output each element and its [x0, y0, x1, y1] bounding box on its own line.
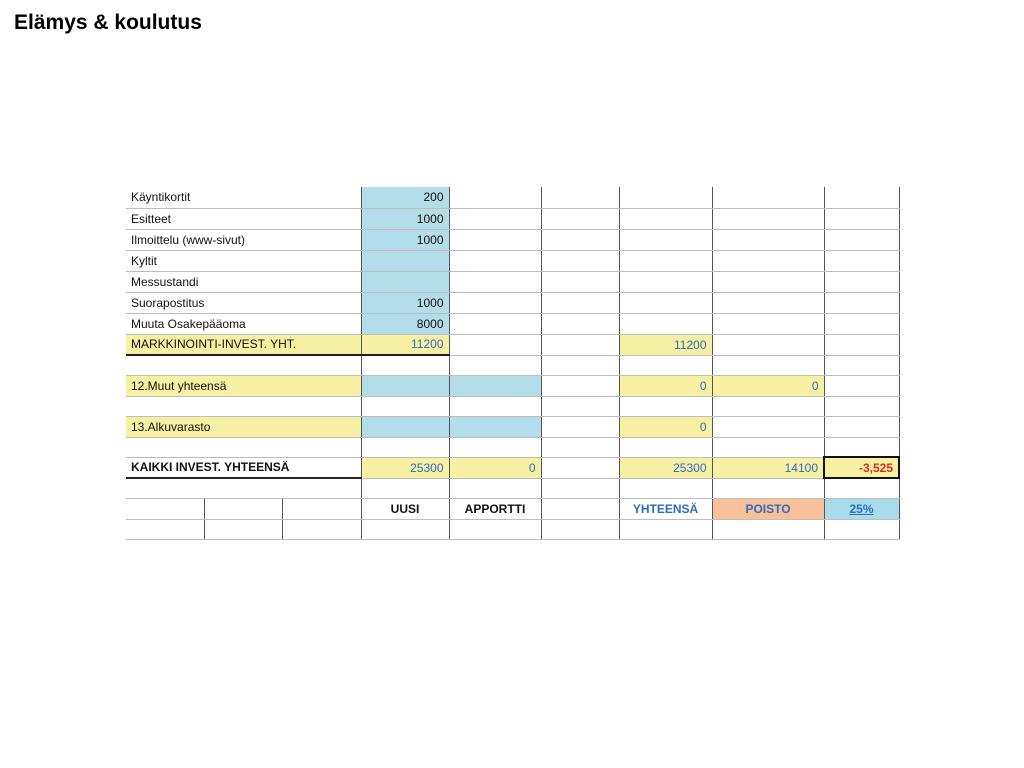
alkuvarasto-label[interactable]: 13.Alkuvarasto — [126, 416, 361, 437]
empty-cell[interactable] — [619, 292, 712, 313]
empty-cell[interactable] — [449, 292, 541, 313]
muut-uusi[interactable] — [361, 375, 449, 396]
empty-cell[interactable] — [619, 208, 712, 229]
grand-total-apportti[interactable]: 0 — [449, 457, 541, 478]
uusi-cell[interactable]: 1000 — [361, 208, 449, 229]
uusi-cell[interactable] — [361, 271, 449, 292]
empty-cell[interactable] — [712, 313, 824, 334]
row-label[interactable]: Esitteet — [126, 208, 361, 229]
spacer-row — [126, 396, 899, 416]
table-row — [126, 250, 899, 271]
empty-cell[interactable] — [712, 355, 824, 375]
grand-total-yhteensa[interactable]: 25300 — [619, 457, 712, 478]
muut-row — [126, 375, 899, 396]
empty-cell[interactable] — [712, 271, 824, 292]
empty-cell[interactable] — [449, 478, 541, 498]
header-yhteensa[interactable]: YHTEENSÄ — [619, 498, 712, 519]
empty-cell[interactable] — [449, 250, 541, 271]
empty-cell[interactable] — [824, 375, 899, 396]
empty-cell[interactable] — [449, 519, 541, 539]
row-label[interactable]: Kyltit — [126, 250, 361, 271]
empty-cell[interactable] — [126, 478, 361, 498]
empty-cell[interactable] — [712, 416, 824, 437]
header-poisto[interactable]: POISTO — [712, 498, 824, 519]
header-uusi[interactable]: UUSI — [361, 498, 449, 519]
empty-cell[interactable] — [541, 292, 619, 313]
empty-cell[interactable] — [824, 187, 899, 208]
row-label[interactable]: Ilmoittelu (www-sivut) — [126, 229, 361, 250]
empty-cell[interactable] — [541, 334, 619, 355]
empty-cell[interactable] — [449, 208, 541, 229]
empty-cell[interactable] — [126, 519, 204, 539]
spacer-row — [126, 519, 899, 539]
empty-cell[interactable] — [204, 519, 282, 539]
empty-cell[interactable] — [541, 187, 619, 208]
grand-total-label[interactable]: KAIKKI INVEST. YHTEENSÄ — [126, 457, 361, 478]
empty-cell[interactable] — [712, 519, 824, 539]
empty-cell[interactable] — [126, 498, 204, 519]
empty-cell[interactable] — [824, 271, 899, 292]
empty-cell[interactable] — [619, 313, 712, 334]
empty-cell[interactable] — [824, 292, 899, 313]
empty-cell[interactable] — [541, 271, 619, 292]
investment-spreadsheet — [126, 187, 900, 540]
empty-cell[interactable] — [619, 187, 712, 208]
empty-cell[interactable] — [541, 229, 619, 250]
empty-cell[interactable] — [712, 250, 824, 271]
muut-label[interactable]: 12.Muut yhteensä — [126, 375, 361, 396]
empty-cell[interactable] — [824, 437, 899, 457]
grand-total-percent[interactable]: -3,525 — [824, 457, 899, 478]
table-row — [126, 208, 899, 229]
table-row — [126, 187, 899, 208]
empty-cell[interactable] — [619, 250, 712, 271]
empty-cell[interactable] — [449, 355, 541, 375]
marketing-total-row — [126, 334, 899, 355]
uusi-cell[interactable] — [361, 250, 449, 271]
uusi-cell[interactable]: 1000 — [361, 229, 449, 250]
empty-cell[interactable] — [824, 208, 899, 229]
empty-cell[interactable] — [824, 416, 899, 437]
empty-cell[interactable] — [619, 355, 712, 375]
empty-cell[interactable] — [824, 478, 899, 498]
grand-total-uusi[interactable]: 25300 — [361, 457, 449, 478]
header-percent[interactable]: 25% — [824, 498, 899, 519]
empty-cell[interactable] — [712, 229, 824, 250]
empty-cell[interactable] — [541, 313, 619, 334]
empty-cell[interactable] — [449, 437, 541, 457]
row-label[interactable]: Muuta Osakepääoma — [126, 313, 361, 334]
table-row — [126, 313, 899, 334]
empty-cell[interactable] — [541, 416, 619, 437]
column-header-row — [126, 498, 899, 519]
empty-cell[interactable] — [619, 396, 712, 416]
marketing-total-yhteensa[interactable]: 11200 — [619, 334, 712, 355]
empty-cell[interactable] — [619, 478, 712, 498]
empty-cell[interactable] — [541, 519, 619, 539]
empty-cell[interactable] — [619, 229, 712, 250]
uusi-cell[interactable]: 8000 — [361, 313, 449, 334]
empty-cell[interactable] — [449, 396, 541, 416]
table-row — [126, 229, 899, 250]
empty-cell[interactable] — [824, 229, 899, 250]
empty-cell[interactable] — [824, 396, 899, 416]
marketing-total-label[interactable]: MARKKINOINTI-INVEST. YHT. — [126, 334, 361, 355]
empty-cell[interactable] — [126, 437, 361, 457]
empty-cell[interactable] — [824, 355, 899, 375]
marketing-total-uusi[interactable]: 11200 — [361, 334, 449, 355]
uusi-cell[interactable]: 200 — [361, 187, 449, 208]
empty-cell[interactable] — [361, 437, 449, 457]
empty-cell[interactable] — [449, 334, 541, 355]
empty-cell[interactable] — [449, 187, 541, 208]
empty-cell[interactable] — [541, 457, 619, 478]
grand-total-poisto[interactable]: 14100 — [712, 457, 824, 478]
muut-yhteensa[interactable]: 0 — [619, 375, 712, 396]
empty-cell[interactable] — [449, 229, 541, 250]
table-row — [126, 271, 899, 292]
empty-cell[interactable] — [541, 478, 619, 498]
row-label[interactable]: Käyntikortit — [126, 187, 361, 208]
empty-cell[interactable] — [126, 355, 361, 375]
row-label[interactable]: Messustandi — [126, 271, 361, 292]
empty-cell[interactable] — [361, 355, 449, 375]
empty-cell[interactable] — [712, 437, 824, 457]
spacer-row — [126, 437, 899, 457]
empty-cell[interactable] — [541, 498, 619, 519]
empty-cell[interactable] — [361, 478, 449, 498]
empty-cell[interactable] — [824, 334, 899, 355]
empty-cell[interactable] — [824, 313, 899, 334]
empty-cell[interactable] — [282, 498, 361, 519]
empty-cell[interactable] — [619, 437, 712, 457]
empty-cell[interactable] — [712, 208, 824, 229]
table-row — [126, 292, 899, 313]
uusi-cell[interactable]: 1000 — [361, 292, 449, 313]
empty-cell[interactable] — [361, 396, 449, 416]
empty-cell[interactable] — [712, 396, 824, 416]
empty-cell[interactable] — [712, 187, 824, 208]
spacer-row — [126, 478, 899, 498]
empty-cell[interactable] — [204, 498, 282, 519]
empty-cell[interactable] — [361, 519, 449, 539]
empty-cell[interactable] — [541, 375, 619, 396]
alkuvarasto-uusi[interactable] — [361, 416, 449, 437]
empty-cell[interactable] — [282, 519, 361, 539]
empty-cell[interactable] — [824, 250, 899, 271]
muut-poisto[interactable]: 0 — [712, 375, 824, 396]
empty-cell[interactable] — [619, 519, 712, 539]
empty-cell[interactable] — [449, 313, 541, 334]
empty-cell[interactable] — [541, 396, 619, 416]
empty-cell[interactable] — [619, 271, 712, 292]
empty-cell[interactable] — [541, 208, 619, 229]
empty-cell[interactable] — [824, 519, 899, 539]
empty-cell[interactable] — [712, 334, 824, 355]
row-label[interactable]: Suorapostitus — [126, 292, 361, 313]
empty-cell[interactable] — [541, 250, 619, 271]
alkuvarasto-apportti[interactable] — [449, 416, 541, 437]
empty-cell[interactable] — [126, 396, 361, 416]
empty-cell[interactable] — [449, 271, 541, 292]
empty-cell[interactable] — [712, 478, 824, 498]
grand-total-row — [126, 457, 899, 478]
alkuvarasto-yhteensa[interactable]: 0 — [619, 416, 712, 437]
empty-cell[interactable] — [541, 355, 619, 375]
spacer-row — [126, 355, 899, 375]
empty-cell[interactable] — [541, 437, 619, 457]
header-apportti[interactable]: APPORTTI — [449, 498, 541, 519]
empty-cell[interactable] — [712, 292, 824, 313]
page-title: Elämys & koulutus — [14, 11, 202, 34]
alkuvarasto-row — [126, 416, 899, 437]
muut-apportti[interactable] — [449, 375, 541, 396]
